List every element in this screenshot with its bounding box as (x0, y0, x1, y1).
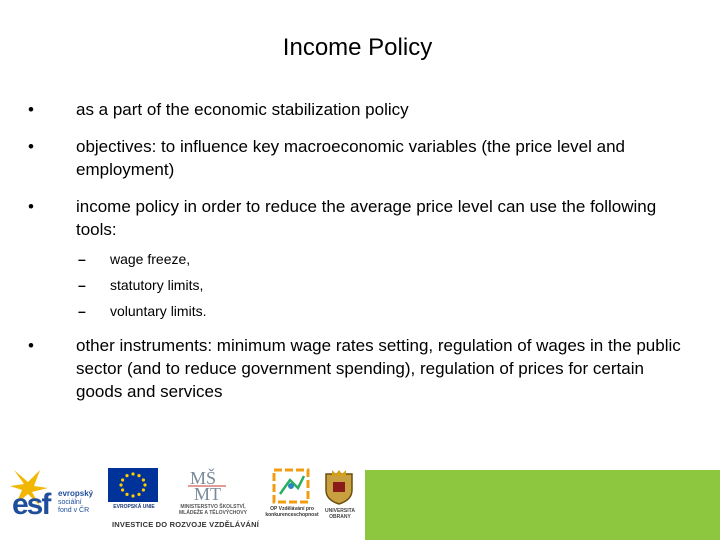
bullet-item (28, 98, 688, 121)
sub-bullet-list (76, 250, 688, 320)
eu-label: EVROPSKÁ UNIE (113, 504, 155, 510)
sub-bullet-item: – statutory limits, (78, 276, 688, 294)
sub-bullet-item: – voluntary limits. (78, 302, 688, 320)
sub-bullet-item: – wage freeze, (78, 250, 688, 268)
svg-text:sociální: sociální (58, 499, 82, 506)
footer-tagline: INVESTICE DO ROZVOJE VZDĚLÁVÁNÍ (112, 520, 260, 529)
bullet-item (28, 334, 688, 403)
bullet-text: income policy in order to reduce the average price level can use the following tools: (76, 197, 657, 239)
bullet-text: objectives: to influence key macroeconomic variables (the price level and employment) (76, 137, 625, 179)
op-logo-icon (268, 466, 314, 506)
svg-text:evropský: evropský (58, 489, 94, 498)
svg-text:MŠ: MŠ (190, 468, 217, 488)
esf-logo-icon (10, 468, 102, 518)
svg-text:esf: esf (12, 488, 50, 518)
bullet-text: as a part of the economic stabilization policy (76, 100, 409, 119)
bullet-list (28, 98, 688, 417)
op-label: OP Vzdělávání pro konkurenceschopnost (265, 506, 319, 518)
green-band (365, 470, 720, 540)
svg-text:fond v ČR: fond v ČR (58, 507, 90, 514)
university-crest-icon (322, 468, 356, 506)
svg-text:MT: MT (194, 484, 221, 504)
eu-flag-icon (108, 468, 158, 502)
bullet-text: other instruments: minimum wage rates setting, regulation of wages in the public sector (and to reduce government spending), regulation of prices for certain goods and services (76, 336, 681, 401)
bullet-item (28, 135, 688, 181)
university-label: UNIVERSITA OBRANY (325, 508, 355, 520)
slide-title: Income Policy (282, 34, 433, 61)
bullet-item (28, 195, 688, 320)
msmt-label: MINISTERSTVO ŠKOLSTVÍ, MLÁDEŽE A TĚLOVÝCHOVY (179, 504, 247, 516)
footer-logos (0, 462, 365, 540)
msmt-logo-icon (186, 466, 230, 504)
